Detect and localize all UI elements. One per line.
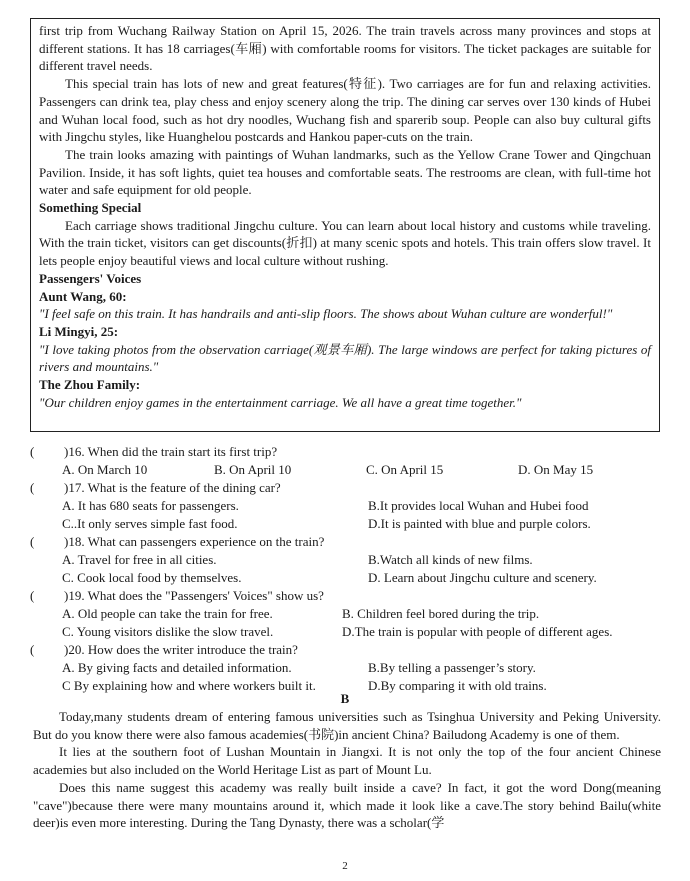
option-a: A. By giving facts and detailed information.: [62, 660, 292, 675]
question-19: [30, 587, 670, 641]
option-b: B.It provides local Wuhan and Hubei food: [368, 498, 589, 513]
option-d: D.The train is popular with people of different ages.: [342, 624, 613, 639]
passage-a-box: [30, 18, 660, 432]
question-18: [30, 533, 670, 587]
question-20: [30, 641, 670, 695]
option-d: D. Learn about Jingchu culture and scenery.: [368, 570, 597, 585]
answer-bracket[interactable]: (: [30, 444, 35, 459]
answer-bracket[interactable]: (: [30, 588, 35, 603]
passage-b-paragraph-2: It lies at the southern foot of Lushan Mountain in Jiangxi. It is not only the top of the four ancient Chinese academies but also included on the World Heritage List as part of Mount Lu.: [33, 744, 661, 778]
option-c: C. Young visitors dislike the slow travel.: [62, 624, 274, 639]
option-d: D.By comparing it with old trains.: [368, 678, 547, 693]
passage-a-paragraph-special: Each carriage shows traditional Jingchu culture. You can learn about local history and customs while traveling. With the train ticket, visitors can get discounts(折扣) at many scenic spots and hotels. This train offers slow travel. It lets people enjoy beautiful views and local culture without rushing.: [39, 217, 651, 269]
passage-b-paragraph-3: Does this name suggest this academy was really built inside a cave? In fact, it got the word Dong(meaning "cave")because there were many mountains around it, which made it look like a cave.The story behind Bailu(white deer)is even more interesting. During the Tang Dynasty, there was a scholar(学: [33, 779, 661, 831]
passage-a-paragraph-appearance: The train looks amazing with paintings of Wuhan landmarks, such as the Yellow Crane Tower and Qingchuan Pavilion. Inside, it has soft lights, quiet tea houses and comfortable seats. The restrooms are clean, with full-time hot water and safe equipment for old people.: [39, 146, 651, 198]
option-b: B. Children feel bored during the trip.: [342, 606, 540, 621]
option-a: A. Old people can take the train for free.: [62, 606, 273, 621]
passage-b-paragraph-1: Today,many students dream of entering famous universities such as Tsinghua University and Peking University. But do you know there were also famous academies(书院)in ancient China? Bailudong Academy is one of them.: [33, 709, 661, 742]
answer-bracket[interactable]: (: [30, 642, 35, 657]
quote-aunt-wang: "I feel safe on this train. It has handrails and anti-slip floors. The shows about Wuhan culture are wonderful!": [39, 306, 613, 322]
page-number: 2: [342, 860, 348, 872]
quote-zhou-family: "Our children enjoy games in the entertainment carriage. We all have a great time together.": [39, 394, 522, 410]
question-17: [30, 479, 670, 533]
heading-something-special: Something Special: [39, 200, 142, 216]
option-c: C. Cook local food by themselves.: [62, 570, 242, 585]
passage-a-intro: first trip from Wuchang Railway Station on April 15, 2026. The train travels across many provinces and stops at different stations. It has 18 carriages(车厢) with comfortable rooms for visitors. The ticket packages are suitable for different travel needs.: [39, 23, 651, 74]
answer-bracket[interactable]: (: [30, 480, 35, 495]
question-stem: )17. What is the feature of the dining car?: [64, 480, 281, 495]
speaker-aunt-wang: Aunt Wang, 60:: [39, 288, 127, 304]
passage-a-paragraph-features: This special train has lots of new and great features(特征). Two carriages are for fun and relaxing activities. Passengers can drink tea, play chess and enjoy scenery along the trip. The dining car serves over 130 kinds of Hubei and Wuhan local food, such as hot dry noodles, Wuchang fish and sparerib soup. People can also buy cultural gifts with Jingchu styles, like Huanghelou postcards and Hankou paper-cuts on the train.: [39, 76, 651, 145]
question-16: [30, 443, 670, 479]
speaker-li-mingyi: Li Mingyi, 25:: [39, 323, 119, 339]
option-a: A. On March 10: [62, 462, 148, 477]
question-list: [30, 443, 670, 695]
question-stem: )19. What does the "Passengers' Voices" show us?: [64, 588, 324, 603]
option-a: A. It has 680 seats for passengers.: [62, 498, 239, 513]
answer-bracket[interactable]: (: [30, 534, 35, 549]
option-a: A. Travel for free in all cities.: [62, 552, 217, 567]
option-d: D. On May 15: [518, 462, 594, 477]
option-b: B.By telling a passenger’s story.: [368, 660, 536, 675]
section-b-label: B: [340, 691, 350, 706]
option-d: D.It is painted with blue and purple colors.: [368, 516, 591, 531]
heading-passengers-voices: Passengers' Voices: [39, 270, 142, 286]
question-stem: )18. What can passengers experience on the train?: [64, 534, 325, 549]
question-stem: )16. When did the train start its first trip?: [64, 444, 278, 459]
option-b: B. On April 10: [214, 462, 292, 477]
quote-li-mingyi: "I love taking photos from the observation carriage(观景车厢). The large windows are perfect for taking pictures of rivers and mountains.": [39, 341, 651, 375]
passage-b: [33, 708, 661, 832]
option-c: C By explaining how and where workers built it.: [62, 678, 316, 693]
speaker-zhou-family: The Zhou Family:: [39, 377, 141, 393]
question-stem: )20. How does the writer introduce the train?: [64, 642, 298, 657]
option-c: C. On April 15: [366, 462, 444, 477]
option-b: B.Watch all kinds of new films.: [368, 552, 533, 567]
option-c: C..It only serves simple fast food.: [62, 516, 238, 531]
